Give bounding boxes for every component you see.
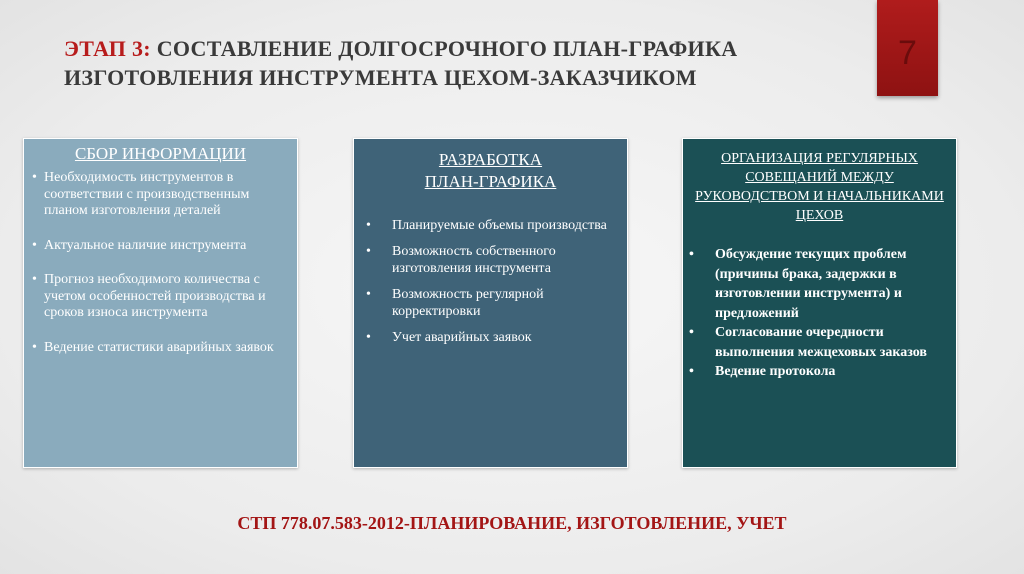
list-item: • Необходимость инструментов в соответствии с производственным планом изготовления деталей bbox=[32, 170, 250, 218]
footer-standard: СТП 778.07.583-2012-ПЛАНИРОВАНИЕ, ИЗГОТОВЛЕНИЕ, УЧЕТ bbox=[237, 513, 787, 533]
list-item: • Учет аварийных заявок bbox=[366, 330, 532, 345]
list-item: • Согласование очередности выполнения межцеховых заказов bbox=[689, 325, 927, 360]
list-item: • Обсуждение текущих проблем (причины брака, задержки в изготовлении инструмента) и предложений bbox=[689, 247, 907, 321]
bullet-icon: • bbox=[366, 218, 371, 233]
page-number-badge bbox=[877, 0, 938, 96]
bullet-icon: • bbox=[32, 237, 37, 253]
list-item: • Ведение статистики аварийных заявок bbox=[32, 339, 274, 355]
card-list bbox=[24, 170, 297, 356]
bullet-icon: • bbox=[689, 325, 694, 340]
title-line1: СОСТАВЛЕНИЕ ДОЛГОСРОЧНОГО ПЛАН-ГРАФИКА bbox=[150, 36, 738, 61]
card-regular-meetings bbox=[682, 138, 957, 468]
card-heading: СБОР ИНФОРМАЦИИ bbox=[74, 144, 247, 163]
bullet-icon: • bbox=[366, 287, 371, 302]
bullet-icon: • bbox=[32, 339, 37, 355]
bullet-icon: • bbox=[32, 170, 37, 185]
list-item: • Актуальное наличие инструмента bbox=[32, 237, 247, 253]
card-heading: ОРГАНИЗАЦИЯ РЕГУЛЯРНЫХ СОВЕЩАНИЙ МЕЖДУ РУКОВОДСТВОМ И НАЧАЛЬНИКАМИ ЦЕХОВ bbox=[695, 151, 944, 223]
card-information-gathering bbox=[23, 138, 298, 468]
list-item: • Возможность собственного изготовления инструмента bbox=[366, 244, 556, 276]
card-list bbox=[683, 245, 956, 382]
card-heading: РАЗРАБОТКА ПЛАН-ГРАФИКА bbox=[424, 150, 557, 191]
bullet-icon: • bbox=[366, 330, 371, 345]
list-item: • Возможность регулярной корректировки bbox=[366, 287, 544, 319]
title-stage: ЭТАП 3: bbox=[64, 36, 151, 61]
bullet-icon: • bbox=[366, 244, 371, 259]
bullet-icon: • bbox=[32, 272, 37, 287]
bullet-icon: • bbox=[689, 364, 694, 379]
slide-title bbox=[64, 34, 864, 92]
list-item: • Прогноз необходимого количества с учетом особенностей производства и сроков износа инструмента bbox=[32, 272, 266, 320]
list-item: • Планируемые объемы производства bbox=[366, 218, 607, 233]
card-list bbox=[354, 217, 627, 346]
card-schedule-development bbox=[353, 138, 628, 468]
bullet-icon: • bbox=[689, 247, 694, 262]
title-line2: ИЗГОТОВЛЕНИЯ ИНСТРУМЕНТА ЦЕХОМ-ЗАКАЗЧИКОМ bbox=[64, 65, 697, 90]
page-number: 7 bbox=[898, 34, 917, 72]
list-item: • Ведение протокола bbox=[689, 362, 948, 382]
